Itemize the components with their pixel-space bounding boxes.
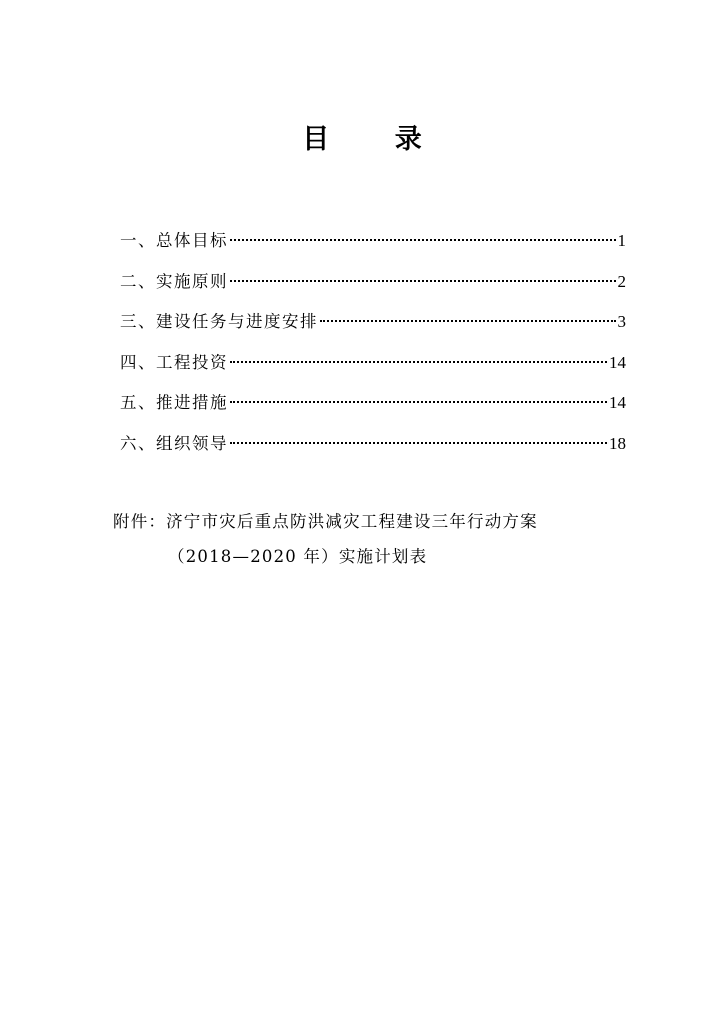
toc-entry-page: 1 — [617, 231, 626, 250]
page-title: 目 录 — [302, 124, 450, 155]
toc-entry-page: 3 — [617, 312, 626, 331]
toc-entry-1 — [120, 225, 626, 266]
toc-leader-dots — [230, 280, 616, 282]
toc-entry-label: 五、推进措施 — [120, 393, 228, 412]
toc-entry-label: 二、实施原则 — [120, 271, 228, 291]
toc-entry-2 — [120, 266, 626, 307]
toc-entry-label: 三、建设任务与进度安排 — [120, 312, 318, 331]
toc-entry-4 — [120, 347, 626, 388]
toc-entry-page: 14 — [609, 352, 626, 372]
toc-leader-dots — [230, 401, 607, 403]
toc-entry-label: 四、工程投资 — [120, 352, 228, 372]
attachment-line-1: 附件：济宁市灾后重点防洪减灾工程建设三年行动方案 — [113, 512, 538, 531]
toc-entry-3 — [120, 306, 626, 347]
toc-entry-5 — [120, 387, 626, 428]
toc-leader-dots — [230, 239, 616, 241]
toc-entry-page: 14 — [609, 393, 626, 412]
toc-entry-6 — [120, 428, 626, 469]
toc-entry-label: 六、组织领导 — [120, 433, 228, 453]
toc-entry-page: 18 — [609, 433, 626, 453]
table-of-contents — [120, 225, 626, 468]
toc-entry-page: 2 — [617, 271, 626, 291]
toc-leader-dots — [230, 361, 607, 363]
attachment-line-2: （2018—2020 年）实施计划表 — [168, 547, 428, 566]
toc-leader-dots — [230, 442, 607, 444]
toc-leader-dots — [320, 320, 616, 322]
toc-entry-label: 一、总体目标 — [120, 231, 228, 250]
